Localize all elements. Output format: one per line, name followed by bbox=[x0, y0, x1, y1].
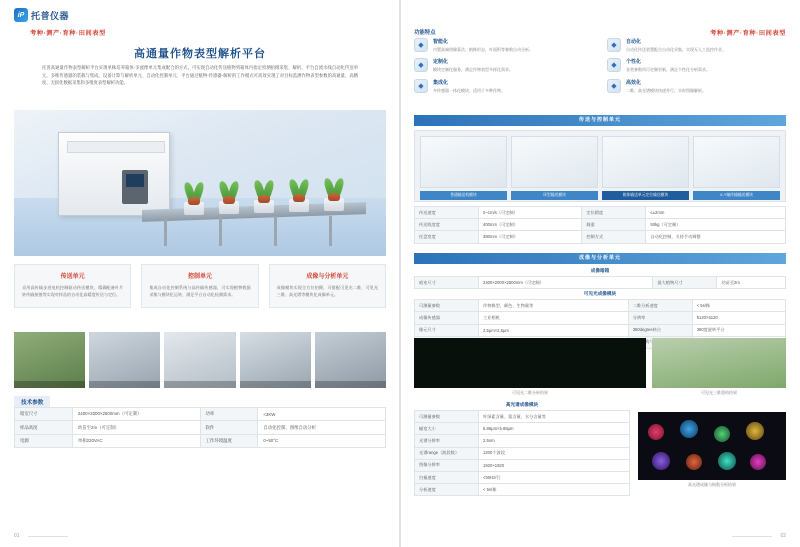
conveyor-image bbox=[420, 136, 507, 188]
feature-item bbox=[414, 58, 593, 73]
diamond-icon: ◆ bbox=[607, 79, 621, 93]
table-row bbox=[415, 423, 630, 435]
spec-key: 可测量参数 bbox=[415, 300, 479, 312]
hyperspectral-result-image bbox=[638, 412, 786, 480]
unit-card-title: 成像与分析单元 bbox=[306, 274, 349, 280]
spec-key: 扫描速度 bbox=[415, 471, 479, 483]
spec-key: 分析速度 bbox=[415, 484, 479, 496]
keywords-left: 考种·测产·育种·田间表型 bbox=[30, 30, 106, 37]
hero-product-photo bbox=[14, 110, 386, 256]
spec-key: 暗室尺寸 bbox=[15, 408, 73, 421]
spec-value: 2.5nm bbox=[479, 435, 630, 447]
hero-cabinet bbox=[58, 132, 170, 216]
feature-text: 模块定制化服务，满足作物表型多样化需求。 bbox=[433, 67, 513, 73]
hyperspectral-result-label: 高光谱成像与指数分析结果 bbox=[688, 482, 736, 487]
spec-key: 软件 bbox=[200, 421, 258, 434]
spec-key: 功率 bbox=[200, 408, 258, 421]
unit-card-text: 采用高传输步进电机控制驱动传送模块，精确配备叶片转传输接链等实现对样品的自动化高精度传送与定位。 bbox=[22, 285, 124, 297]
diamond-icon: ◆ bbox=[607, 38, 621, 52]
feature-item bbox=[607, 79, 786, 94]
spec-key: 幅宽大小 bbox=[415, 423, 479, 435]
feature-text: 内置高端图像算法，植株形态、叶面积等参数自动分析。 bbox=[433, 47, 533, 52]
spec-value: 幼苗至2m（可定制） bbox=[72, 421, 200, 434]
table-row bbox=[415, 471, 630, 483]
spec-value: 360度旋转平台 bbox=[692, 324, 785, 336]
spec-value: 自动化控制、图像自动分析 bbox=[258, 421, 386, 434]
unit-card bbox=[141, 264, 258, 308]
spec-value: 5.86μm×5.88μm bbox=[479, 423, 630, 435]
spec-key: 光谱range（波段数） bbox=[415, 447, 479, 459]
page-gutter bbox=[399, 0, 401, 547]
rgb-3d-result-label: 可见光三维重构结果 bbox=[701, 390, 737, 395]
rgb-2d-result-image bbox=[414, 338, 646, 388]
spec-value: 作物株型、颜色、生物量等 bbox=[479, 300, 629, 312]
conveyor-spec-table bbox=[414, 206, 786, 244]
spec-value: 0~1m/s（可定制） bbox=[479, 207, 582, 219]
spec-key: 工作环境温度 bbox=[200, 434, 258, 447]
spec-key: 样品高度 bbox=[15, 421, 73, 434]
spec-key: 可测量参数 bbox=[415, 411, 479, 423]
band-conveyor-title: 传送与控制单元 bbox=[414, 115, 786, 126]
feature-title: 自动化 bbox=[626, 39, 642, 45]
spec-value: 叶绿素含量、氮含量、水分含量等 bbox=[479, 411, 630, 423]
spec-value: 1200个波段 bbox=[479, 447, 630, 459]
photo-caption-bar bbox=[164, 381, 235, 388]
spec-value: 工业相机 bbox=[479, 312, 629, 324]
feature-title: 个性化 bbox=[626, 59, 642, 66]
spec-value: 400mm（可定制） bbox=[479, 219, 582, 231]
tab-conveyor-positioning[interactable]: 箱体输送单元定位输送模块 bbox=[602, 191, 689, 200]
spec-key: 托盘宽度 bbox=[415, 231, 479, 243]
diamond-icon: ◆ bbox=[607, 58, 621, 72]
hero-plant bbox=[255, 176, 273, 196]
spec-value: 2.5μm×2.5μm bbox=[479, 324, 629, 336]
spec-key: 电源 bbox=[15, 434, 73, 447]
spec-value: 0~50°C bbox=[258, 434, 386, 447]
page-number-left: 01 bbox=[14, 533, 20, 539]
unit-card-title: 控制单元 bbox=[187, 274, 212, 280]
hero-plant bbox=[185, 178, 203, 198]
diamond-icon: ◆ bbox=[414, 79, 428, 93]
unit-card-title: 传送单元 bbox=[60, 274, 85, 280]
spec-key: 控制方式 bbox=[582, 231, 646, 243]
conveyor-image bbox=[693, 136, 780, 188]
tab-conveyor-xy[interactable]: X-Y轴传输输送模块 bbox=[693, 191, 780, 200]
spec-value: 380mm（可定制） bbox=[479, 231, 582, 243]
spec-section-title: 技术参数 bbox=[14, 396, 50, 408]
spec-key: 成像传感器 bbox=[415, 312, 479, 324]
conveyor-image-row bbox=[420, 136, 780, 188]
photo-thumb bbox=[240, 332, 311, 388]
table-row bbox=[415, 277, 786, 289]
page-number-right: 02 bbox=[780, 533, 786, 539]
table-row bbox=[415, 447, 630, 459]
table-row bbox=[415, 300, 786, 312]
table-row bbox=[415, 207, 786, 219]
hero-conveyor-leg bbox=[274, 216, 277, 246]
rgb-module-title: 可见光成像模块 bbox=[583, 291, 617, 297]
spec-value: 1920×1920 bbox=[479, 459, 630, 471]
table-row bbox=[415, 411, 630, 423]
brand-logo bbox=[14, 8, 69, 22]
table-row bbox=[415, 219, 786, 231]
feature-item bbox=[607, 58, 786, 73]
hero-plant bbox=[290, 175, 308, 195]
spec-key: 传送线宽度 bbox=[415, 219, 479, 231]
hero-conveyor-leg bbox=[329, 216, 332, 246]
right-page bbox=[400, 0, 800, 547]
feature-text: 多传感器一体化模块，适用于多种作物。 bbox=[433, 87, 505, 93]
hero-plant bbox=[220, 177, 238, 197]
conveyor-image bbox=[602, 136, 689, 188]
imaging-chamber-table bbox=[414, 276, 786, 289]
rgb-3d-result-image bbox=[652, 338, 786, 388]
photo-thumb bbox=[89, 332, 160, 388]
photo-caption-bar bbox=[14, 381, 85, 388]
spec-key: 暗室尺寸 bbox=[415, 277, 479, 289]
hero-plant bbox=[325, 174, 343, 194]
spec-value: < 5s/株 bbox=[479, 484, 630, 496]
tab-conveyor-standard[interactable]: 普通输送机模块 bbox=[420, 191, 507, 200]
feature-title: 定制化 bbox=[433, 59, 449, 66]
spec-value: 单相220VAC bbox=[72, 434, 200, 447]
spec-value: 50kg（可定制） bbox=[646, 219, 786, 231]
hero-control-panel bbox=[122, 170, 148, 204]
spec-key: 定位精度 bbox=[582, 207, 646, 219]
feature-item bbox=[414, 79, 593, 94]
imaging-chamber-title: 成像暗箱 bbox=[590, 268, 610, 273]
table-row bbox=[415, 435, 630, 447]
photo-thumb bbox=[164, 332, 235, 388]
spec-key: 最大植物尺寸 bbox=[653, 277, 717, 289]
table-row bbox=[415, 312, 786, 324]
spec-value: 2400×2000×2500mm（可定制） bbox=[72, 408, 200, 421]
diamond-icon: ◆ bbox=[414, 58, 428, 72]
table-row bbox=[415, 231, 786, 243]
spec-key: 分辨率 bbox=[628, 312, 692, 324]
hyper-module-table bbox=[414, 410, 630, 496]
photo-caption-bar bbox=[240, 381, 311, 388]
logo-mark-icon: iP bbox=[14, 8, 28, 22]
page-title: 高通量作物表型解析平台 bbox=[134, 48, 266, 60]
spec-value: 5120×5120 bbox=[692, 312, 785, 324]
spec-value: 自动化控制，支持手动调整 bbox=[646, 231, 786, 243]
table-row bbox=[15, 421, 386, 434]
spec-key: 光谱分辨率 bbox=[415, 435, 479, 447]
features-grid bbox=[414, 38, 786, 94]
band-imaging-title: 成像与分析单元 bbox=[414, 253, 786, 264]
diamond-icon: ◆ bbox=[414, 38, 428, 52]
spec-value: <50Hz/行 bbox=[479, 471, 630, 483]
hero-conveyor-leg bbox=[219, 216, 222, 246]
unit-card bbox=[14, 264, 131, 308]
feature-text: 二维、高光谱模块快速并行，实时图像解析。 bbox=[626, 87, 706, 93]
table-row bbox=[415, 324, 786, 336]
feature-item bbox=[414, 38, 593, 53]
spec-key: 传送速度 bbox=[415, 207, 479, 219]
feature-text: 自动化传送装置配合自动化采集，实现无人工监控作业。 bbox=[626, 47, 726, 52]
spec-value: < 5s/株 bbox=[692, 300, 785, 312]
photo-thumb bbox=[315, 332, 386, 388]
unit-card-text: 成像模块实现全方位拍摄，可搭配可见光二维、可见光三维、高光谱等模块化成像单元。 bbox=[276, 285, 378, 297]
photo-caption-bar bbox=[89, 381, 160, 388]
spec-key: 二维分析速度 bbox=[628, 300, 692, 312]
feature-text: 各类参数项可定制更新，满足个性化分析需求。 bbox=[626, 67, 710, 73]
spec-key: 载重 bbox=[582, 219, 646, 231]
spec-key: 图像分辨率 bbox=[415, 459, 479, 471]
conveyor-image bbox=[511, 136, 598, 188]
feature-title: 高效化 bbox=[626, 79, 642, 86]
spec-table bbox=[14, 407, 386, 448]
features-section-title: 功能特点 bbox=[414, 30, 436, 36]
unit-card bbox=[269, 264, 386, 308]
feature-title: 智能化 bbox=[433, 39, 449, 45]
table-row bbox=[415, 484, 630, 496]
spec-key: 360degree转台 bbox=[628, 324, 692, 336]
hero-conveyor-leg bbox=[164, 216, 167, 246]
rgb-2d-result-label: 可见光二维分析结果 bbox=[512, 390, 548, 395]
table-row bbox=[15, 408, 386, 421]
brand-name: 托普仪器 bbox=[31, 10, 70, 21]
spec-value: 2400×2000×2500mm（可定制） bbox=[479, 277, 653, 289]
table-row bbox=[415, 459, 630, 471]
unit-card-list bbox=[14, 264, 386, 308]
photo-strip bbox=[14, 332, 386, 388]
conveyor-gallery bbox=[414, 130, 786, 202]
photo-thumb bbox=[14, 332, 85, 388]
spec-key: 像元尺寸 bbox=[415, 324, 479, 336]
keywords-right: 考种·测产·育种·田间表型 bbox=[710, 30, 786, 37]
spec-value: ≤±2mm bbox=[646, 207, 786, 219]
feature-item bbox=[607, 38, 786, 53]
unit-card-text: 集成自动化控制系统与高传输传感器，可实现植物数据采集与模块化运转，满足平台自动化检测需求。 bbox=[149, 285, 251, 297]
conveyor-tab-row bbox=[420, 191, 780, 200]
table-row bbox=[15, 434, 386, 447]
tab-conveyor-loop[interactable]: 环型输送模块 bbox=[511, 191, 598, 200]
spec-value: <3KW bbox=[258, 408, 386, 421]
hyper-module-title: 高光谱成像模块 bbox=[505, 402, 539, 407]
intro-paragraph: 托普高通量作物表型解析平台实现单株培养箱体-多流像单元集成配合的方式，可实现自动化传送植物到箱体内指定检测拍摄采集、解析、平台自流水线自动化传送单元、多维传感器的装载与集成、设备计算与解析单元、自动化控制单元、平台通过植物-传感器-解析的工作模式可高效实现了对目标监测作物表型参数的高通量、高精度、无损化数据采集和多维度表型解析功能。 bbox=[42, 65, 358, 86]
feature-title: 集成化 bbox=[433, 79, 449, 86]
spec-value: 幼苗至2m bbox=[717, 277, 786, 289]
photo-caption-bar bbox=[315, 381, 386, 388]
